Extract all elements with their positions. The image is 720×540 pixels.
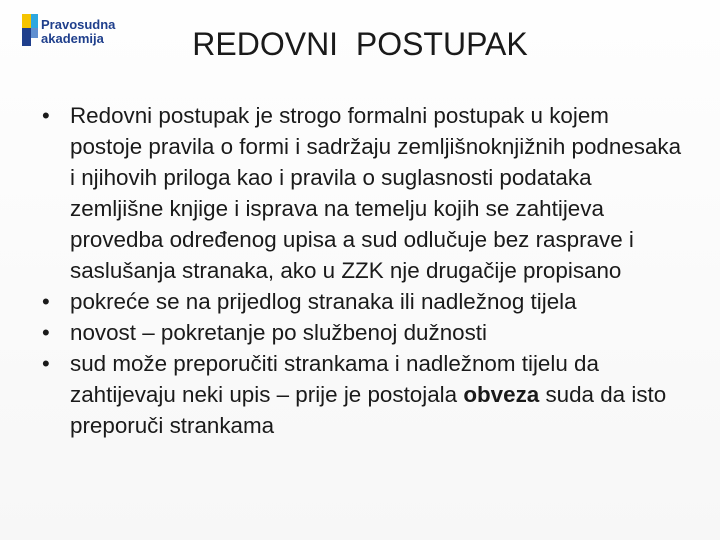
bullet-text-after: suda da isto preporuči strankama [70,382,667,438]
bullet-text: Redovni postupak je strogo formalni postupak u kojem postoje pravila o formi i sadržaju zemljišnoknjižnih podnesaka i njihovih priloga kao i pravila o suglasnosti podataka zemljišne knjige i isprava na temelju kojih se zahtijeva provedba određenog upisa a sud odlučuje bez rasprave i saslušanja stranaka, ako u ZZK nje drugačije propisano [70,103,682,283]
bullet-icon: • [42,351,50,376]
bullet-list [42,100,682,441]
bullet-text-bold: obveza [463,382,540,407]
logo-line-2: akademija [41,31,104,46]
bullet-icon: • [42,320,50,345]
slide-title: REDOVNI POSTUPAK [192,26,528,62]
bullet-item [42,286,682,317]
bullet-item [42,100,682,286]
bullet-text-before: sud može preporučiti strankama i nadležnom tijelu da zahtijevaju neki upis – prije je postojala [70,351,599,407]
bullet-item [42,348,682,441]
bullet-text: novost – pokretanje po službenoj dužnosti [70,320,487,345]
bullet-text: pokreće se na prijedlog stranaka ili nadležnog tijela [70,289,577,314]
pravosudna-akademija-logo [22,14,132,60]
bullet-icon: • [42,103,50,128]
logo-mark-icon [22,14,40,48]
logo-text [41,18,115,46]
logo-line-1: Pravosudna [41,17,116,32]
bullet-icon: • [42,289,50,314]
bullet-item [42,317,682,348]
